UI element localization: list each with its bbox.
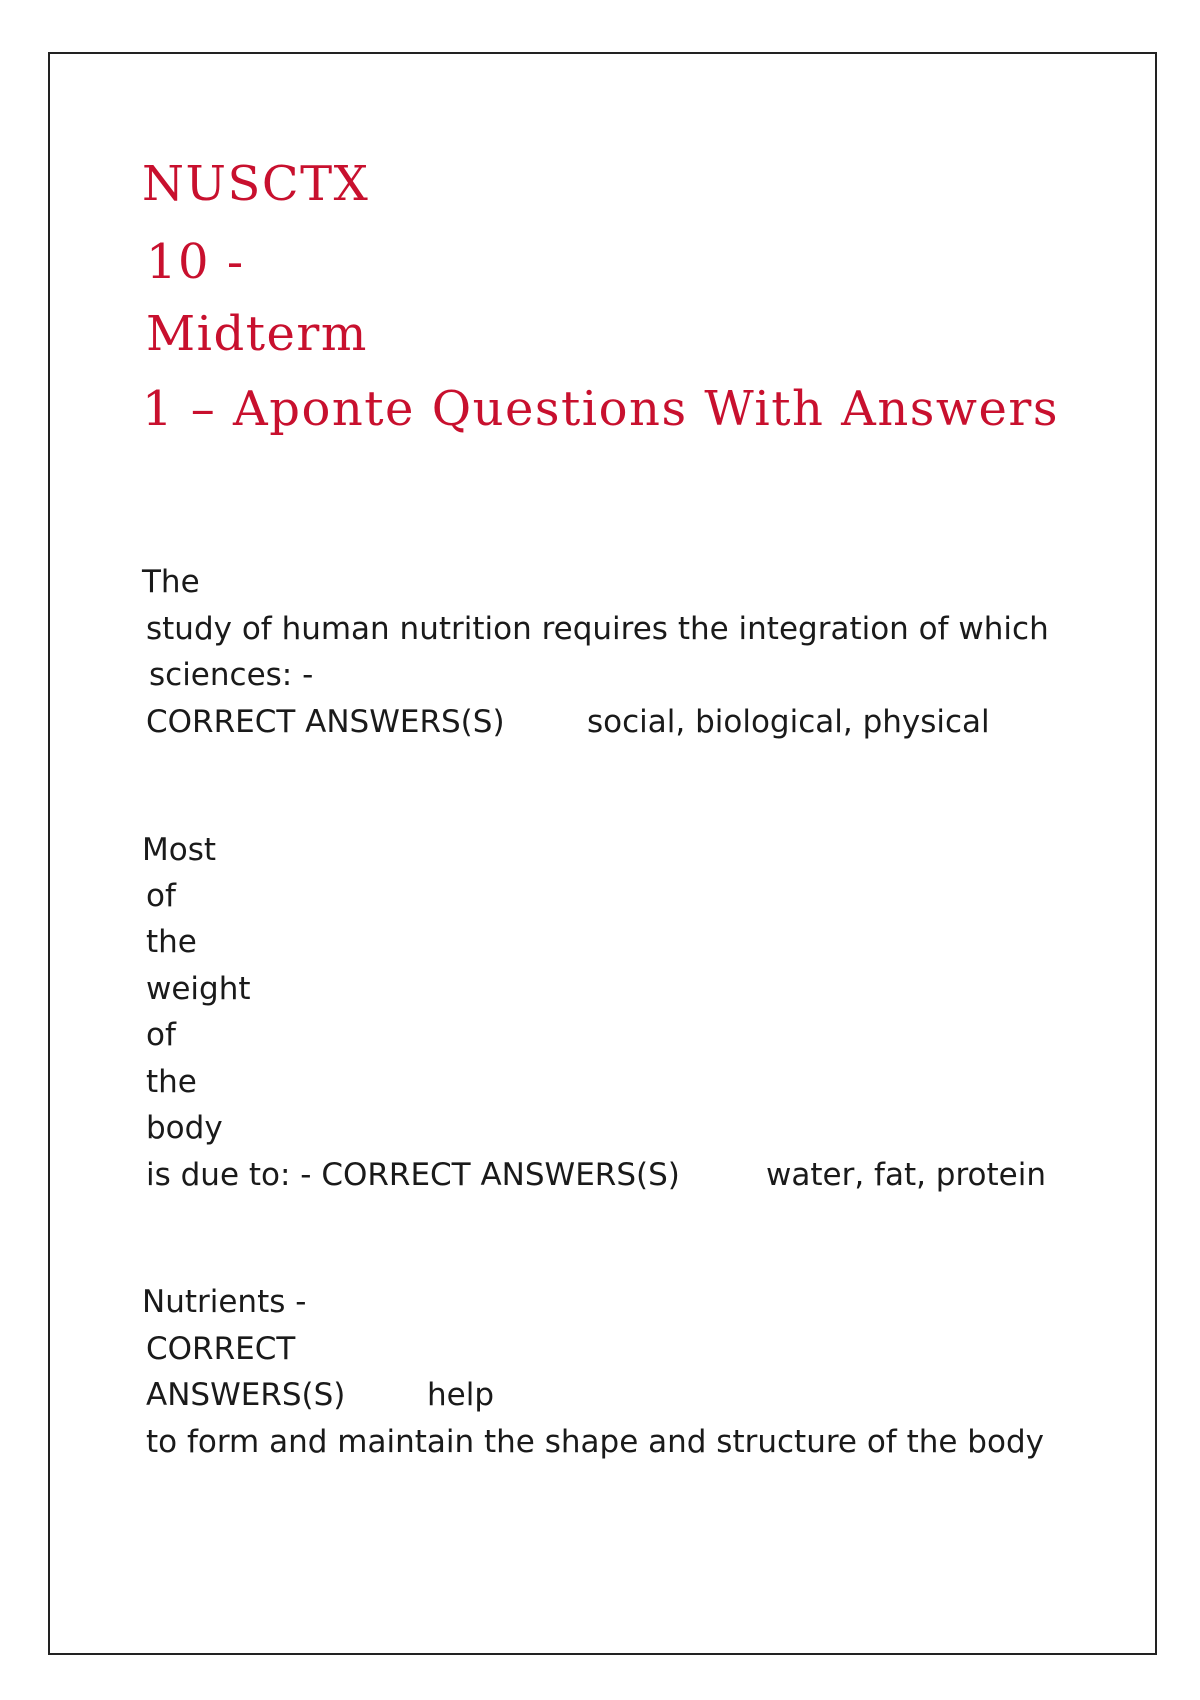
q2-last-line: is due to: - CORRECT ANSWERS(S) <box>146 1157 680 1193</box>
doc-title-line-1: NUSCTX <box>142 156 370 212</box>
doc-title-line-3: Midterm <box>146 306 368 362</box>
q2-line-5: of <box>146 1017 176 1053</box>
q3-continuation: to form and maintain the shape and structure of the body <box>146 1424 1044 1460</box>
q3-answer: help <box>427 1377 495 1413</box>
q2-line-6: the <box>146 1064 197 1100</box>
doc-title-line-4: 1 – Aponte Questions With Answers <box>142 381 1059 437</box>
q1-answer-label: CORRECT ANSWERS(S) <box>146 704 505 740</box>
q1-answer: social, biological, physical <box>587 704 990 740</box>
q3-answer-label: ANSWERS(S) <box>146 1377 346 1413</box>
q1-line-1: The <box>142 564 200 600</box>
q2-answer: water, fat, protein <box>766 1157 1046 1193</box>
q2-line-7: body <box>146 1110 223 1146</box>
q3-line-1: Nutrients - <box>142 1284 307 1320</box>
q2-line-1: Most <box>142 832 217 868</box>
doc-title-line-2: 10 - <box>146 234 245 290</box>
q3-line-2: CORRECT <box>146 1331 296 1367</box>
q2-line-4: weight <box>146 971 251 1007</box>
q1-line-2: study of human nutrition requires the integration of which <box>146 611 1049 647</box>
q2-line-3: the <box>146 924 197 960</box>
q2-line-2: of <box>146 878 176 914</box>
q1-line-3: sciences: - <box>149 657 314 693</box>
